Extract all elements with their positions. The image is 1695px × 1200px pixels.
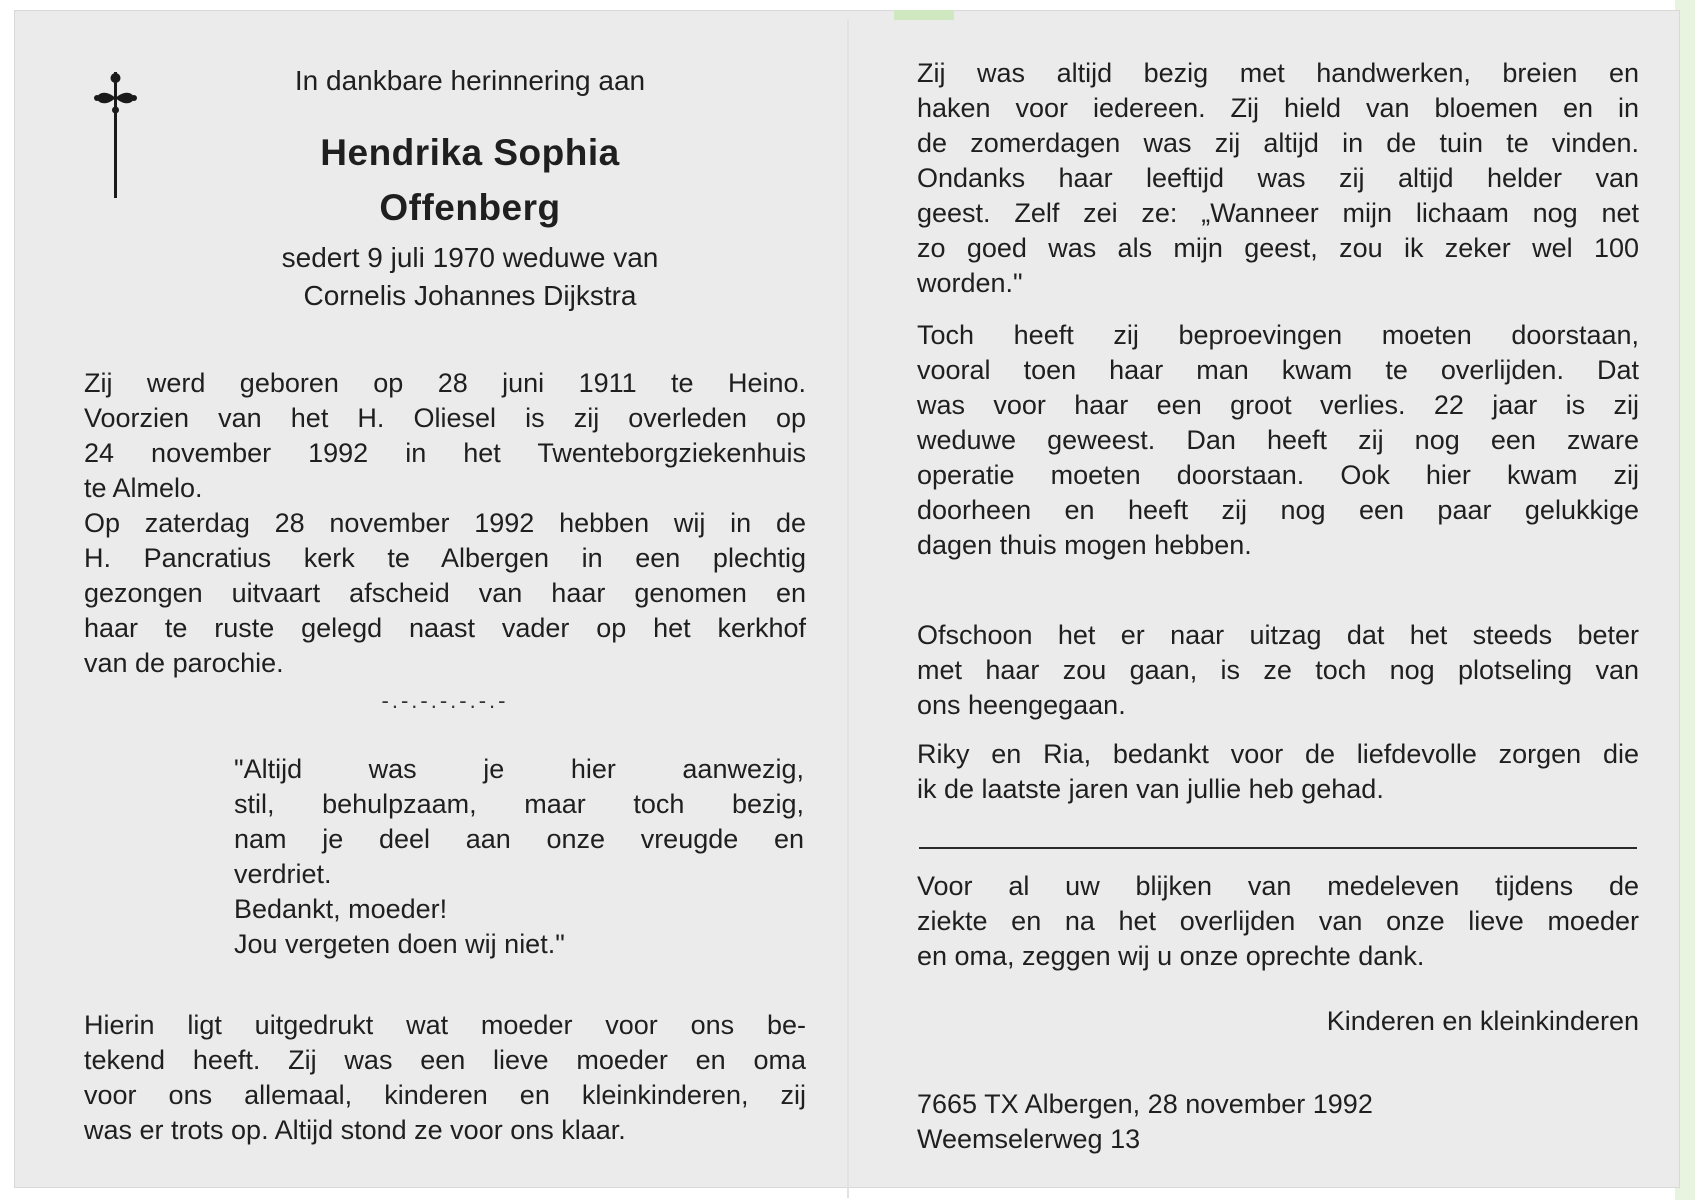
divider-line — [919, 847, 1637, 849]
card-fold — [847, 20, 849, 1198]
thanks-daughters-paragraph — [917, 737, 1639, 807]
funeral-paragraph — [84, 506, 806, 681]
text-line: geest. Zelf zei ze: „Wanneer mijn lichaam nog net — [917, 198, 1639, 228]
signature: Kinderen en kleinkinderen — [1326, 1006, 1639, 1036]
text-line: Op zaterdag 28 november 1992 hebben wij in de — [84, 508, 806, 538]
text-line: Ofschoon het er naar uitzag dat het steeds beter — [917, 620, 1639, 650]
memorial-card — [14, 10, 1680, 1188]
text-line: Zij werd geboren op 28 juni 1911 te Heino. — [84, 368, 806, 398]
poem-line: stil, behulpzaam, maar toch bezig, — [234, 789, 804, 819]
text-line: tekend heeft. Zij was een lieve moeder en oma — [84, 1045, 806, 1075]
text-line: voor ons allemaal, kinderen en kleinkinderen, zij — [84, 1080, 806, 1110]
address-block — [917, 1087, 1639, 1157]
text-line: ons heengegaan. — [917, 690, 1126, 720]
text-line: was voor haar een groot verlies. 22 jaar is zij — [917, 390, 1639, 420]
poem-line: Jou vergeten doen wij niet." — [234, 929, 565, 959]
poem-line: "Altijd was je hier aanwezig, — [234, 754, 804, 784]
text-line: vooral toen haar man kwam te overlijden. Dat — [917, 355, 1639, 385]
text-line: dagen thuis mogen hebben. — [917, 530, 1252, 560]
text-line: doorheen en heeft zij nog een paar gelukkige — [917, 495, 1639, 525]
text-line: haken voor iedereen. Zij hield van bloemen en in — [917, 93, 1639, 123]
left-page — [84, 63, 806, 1148]
text-line: ziekte en na het overlijden van onze lieve moeder — [917, 906, 1639, 936]
poem — [84, 752, 804, 962]
trials-paragraph — [917, 318, 1639, 563]
text-line: en oma, zeggen wij u onze oprechte dank. — [917, 941, 1425, 971]
text-line: 24 november 1992 in het Twenteborgziekenhuis — [84, 438, 806, 468]
text-line: gezongen uitvaart afscheid van haar genomen en — [84, 578, 806, 608]
poem-line: Bedankt, moeder! — [234, 894, 448, 924]
text-line: zo goed was als mijn geest, zou ik zeker wel 100 — [917, 233, 1639, 263]
tribute-paragraph — [84, 1008, 806, 1148]
passing-paragraph — [917, 618, 1639, 723]
widow-text: Cornelis Johannes Dijkstra — [303, 280, 637, 311]
text-line: Riky en Ria, bedankt voor de liefdevolle zorgen die — [917, 739, 1639, 769]
separator: -.-.-.-.-.-.- — [381, 688, 509, 713]
text-line: Voor al uw blijken van medeleven tijdens de — [917, 871, 1639, 901]
poem-line: verdriet. — [234, 859, 332, 889]
address-line: 7665 TX Albergen, 28 november 1992 — [917, 1089, 1373, 1119]
text-line: Toch heeft zij beproevingen moeten doorstaan, — [917, 320, 1639, 350]
intro-line: In dankbare herinnering aan — [294, 65, 646, 96]
right-page — [917, 56, 1639, 1157]
text-line: operatie moeten doorstaan. Ook hier kwam zij — [917, 460, 1639, 490]
text-line: Zij was altijd bezig met handwerken, breien en — [917, 58, 1639, 88]
birth-death-paragraph — [84, 366, 806, 506]
text-line: ik de laatste jaren van jullie heb gehad. — [917, 774, 1384, 804]
text-line: Voorzien van het H. Oliesel is zij overleden op — [84, 403, 806, 433]
text-line: worden." — [917, 268, 1023, 298]
name-line: Offenberg — [379, 187, 561, 228]
text-line: was er trots op. Altijd stond ze voor ons klaar. — [84, 1115, 626, 1145]
text-line: te Almelo. — [84, 473, 203, 503]
poem-line: nam je deel aan onze vreugde en — [234, 824, 804, 854]
text-line: de zomerdagen was zij altijd in de tuin te vinden. — [917, 128, 1639, 158]
deceased-name — [84, 125, 806, 235]
text-line: H. Pancratius kerk te Albergen in een plechtig — [84, 543, 806, 573]
text-line: van de parochie. — [84, 648, 284, 678]
name-line: Hendrika Sophia — [320, 132, 620, 173]
thanks-paragraph — [917, 869, 1639, 974]
address-line: Weemselerweg 13 — [917, 1124, 1141, 1154]
widow-line — [84, 239, 806, 315]
widow-text: sedert 9 juli 1970 weduwe van — [281, 242, 659, 273]
scan-top-tint — [894, 10, 954, 20]
text-line: Ondanks haar leeftijd was zij altijd helder van — [917, 163, 1639, 193]
text-line: met haar zou gaan, is ze toch nog plotseling van — [917, 655, 1639, 685]
text-line: weduwe geweest. Dan heeft zij nog een zware — [917, 425, 1639, 455]
text-line: Hierin ligt uitgedrukt wat moeder voor ons be- — [84, 1010, 806, 1040]
hobbies-paragraph — [917, 56, 1639, 301]
text-line: haar te ruste gelegd naast vader op het kerkhof — [84, 613, 806, 643]
